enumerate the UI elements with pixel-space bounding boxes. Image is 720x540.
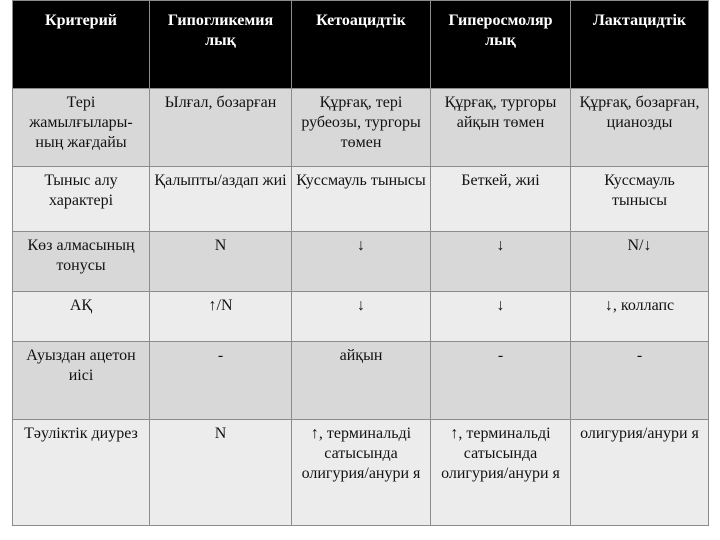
table-row <box>13 232 709 292</box>
table-row <box>13 342 709 420</box>
row-label: Ауыздан ацетон иісі <box>13 342 150 420</box>
table-cell: Құрғақ, тургоры айқын төмен <box>431 89 571 167</box>
table-row <box>13 89 709 167</box>
table-cell: ↓, коллапс <box>571 292 709 342</box>
comparison-table-container <box>12 0 708 525</box>
table-cell: ↑, терминальді сатысында олигурия/анури я <box>292 420 431 526</box>
header-lactacidotic: Лактацидтік <box>571 1 709 89</box>
table-row <box>13 292 709 342</box>
table-cell: Қалыпты/аздап жиі <box>150 167 292 232</box>
table-cell: Куссмауль тынысы <box>571 167 709 232</box>
table-cell: - <box>431 342 571 420</box>
header-ketoacidotic: Кетоацидтік <box>292 1 431 89</box>
row-label: Тері жамылғылары-ның жағдайы <box>13 89 150 167</box>
row-label: Тәуліктік диурез <box>13 420 150 526</box>
table-cell: N <box>150 232 292 292</box>
table-cell: ↓ <box>292 232 431 292</box>
comparison-table <box>12 0 709 526</box>
table-cell: N <box>150 420 292 526</box>
table-cell: - <box>571 342 709 420</box>
table-cell: Беткей, жиі <box>431 167 571 232</box>
table-cell: - <box>150 342 292 420</box>
table-cell: Куссмауль тынысы <box>292 167 431 232</box>
table-row <box>13 167 709 232</box>
table-header-row <box>13 1 709 89</box>
table-cell: ↑, терминальді сатысында олигурия/анури я <box>431 420 571 526</box>
header-hypoglycemic: Гипогликемия лық <box>150 1 292 89</box>
table-cell: Құрғақ, бозарған, цианозды <box>571 89 709 167</box>
header-hyperosmolar: Гиперосмоляр лық <box>431 1 571 89</box>
table-cell: айқын <box>292 342 431 420</box>
table-cell: Құрғақ, тері рубеозы, тургоры төмен <box>292 89 431 167</box>
row-label: АҚ <box>13 292 150 342</box>
row-label: Тыныс алу характері <box>13 167 150 232</box>
table-cell: Ылғал, бозарған <box>150 89 292 167</box>
table-row <box>13 420 709 526</box>
table-cell: ↓ <box>431 232 571 292</box>
row-label: Көз алмасының тонусы <box>13 232 150 292</box>
table-cell: олигурия/анури я <box>571 420 709 526</box>
table-cell: ↓ <box>292 292 431 342</box>
table-cell: ↑/N <box>150 292 292 342</box>
table-cell: ↓ <box>431 292 571 342</box>
table-cell: N/↓ <box>571 232 709 292</box>
header-criterion: Критерий <box>13 1 150 89</box>
